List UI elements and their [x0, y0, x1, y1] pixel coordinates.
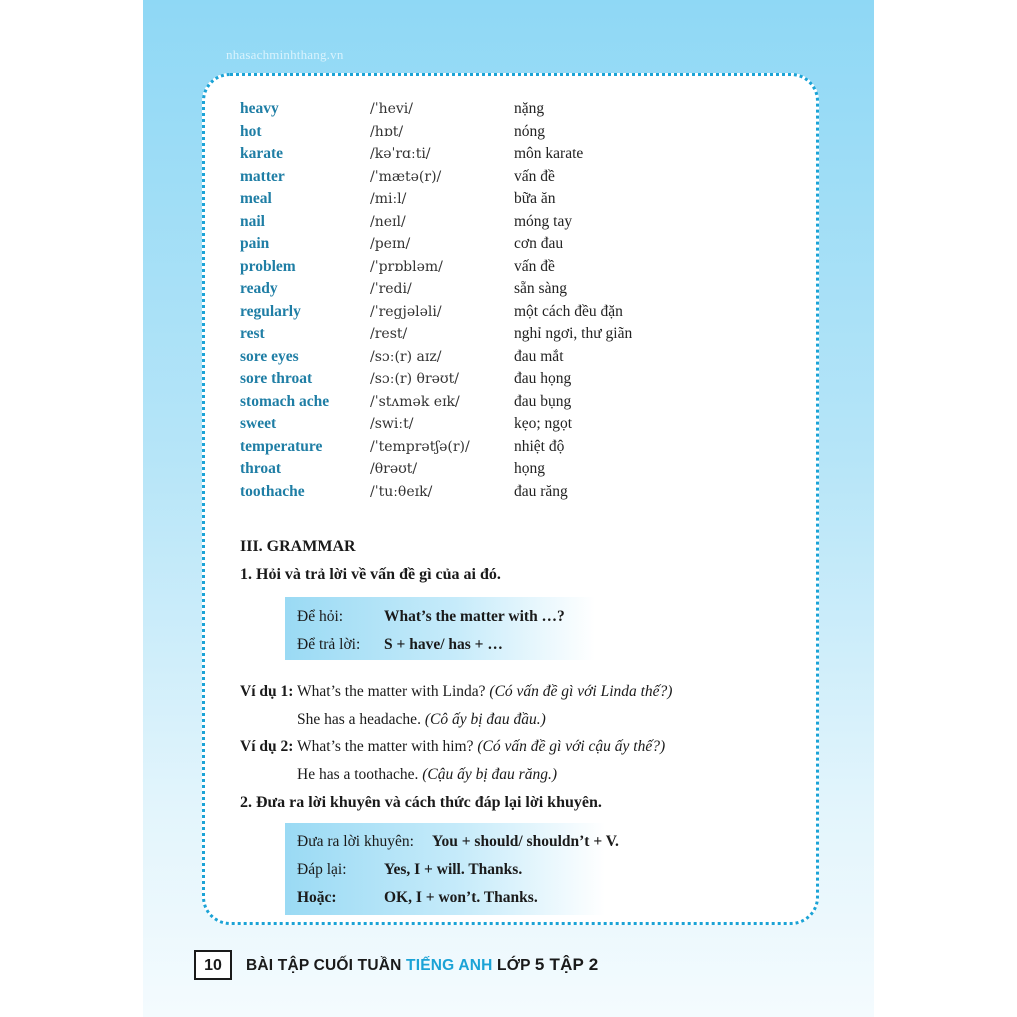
- vocab-meaning: đau bụng: [514, 392, 572, 410]
- vocab-ipa: /ˈmætə(r)/: [370, 168, 442, 185]
- vocab-ipa: /miːl/: [370, 191, 407, 207]
- vocab-ipa: /neɪl/: [370, 213, 406, 230]
- vocab-meaning: vấn đề: [514, 257, 555, 275]
- example-1-question: [240, 683, 672, 701]
- vocab-ipa: /ˈhevi/: [370, 101, 413, 117]
- box2-reply-label: Đáp lại:: [297, 861, 347, 878]
- vocab-word: toothache: [240, 482, 305, 500]
- vocab-ipa: /peɪn/: [370, 236, 411, 252]
- example-1-question-text: What’s the matter with Linda?: [297, 683, 486, 700]
- example-1-question-translation: (Có vấn đề gì với Linda thế?): [489, 683, 673, 700]
- vocab-ipa: /ˈtuːθeɪk/: [370, 483, 433, 500]
- structure-box-1: [285, 597, 595, 660]
- vocab-word: heavy: [240, 100, 279, 117]
- vocab-word: stomach ache: [240, 392, 330, 410]
- vocab-ipa: /ˈregjələli/: [370, 303, 442, 320]
- box1-answer-label: Để trả lời:: [297, 636, 361, 653]
- vocab-ipa: /ˈredi/: [370, 281, 412, 297]
- example-2-answer-translation: (Cậu ấy bị đau răng.): [422, 766, 558, 783]
- vocab-row: [240, 391, 800, 414]
- vocab-meaning: nóng: [514, 122, 545, 140]
- vocab-word: problem: [240, 257, 296, 275]
- vocab-word: sweet: [240, 415, 277, 432]
- vocab-word: ready: [240, 280, 278, 297]
- vocab-row: [240, 323, 800, 346]
- example-2-question-text: What’s the matter with him?: [297, 738, 474, 755]
- box1-ask-label: Để hỏi:: [297, 608, 344, 625]
- vocab-row: [240, 233, 800, 256]
- vocab-ipa: /ˈstʌmək eɪk/: [370, 393, 460, 410]
- grammar-section-title: III. GRAMMAR: [240, 538, 356, 555]
- vocab-meaning: nặng: [514, 100, 545, 117]
- box2-or-label: Hoặc:: [297, 889, 337, 906]
- vocab-meaning: môn karate: [514, 145, 584, 162]
- footer-part-3: LỚP: [492, 957, 535, 974]
- vocab-row: [240, 436, 800, 459]
- vocab-word: temperature: [240, 437, 323, 455]
- grammar-subtitle-1: 1. Hỏi và trả lời về vấn đề gì của ai đó.: [240, 566, 501, 583]
- box2-reply-value: Yes, I + will. Thanks.: [384, 861, 523, 878]
- vocab-ipa: /ˈprɒbləm/: [370, 258, 443, 275]
- vocab-row: [240, 301, 800, 324]
- vocab-word: hot: [240, 122, 262, 140]
- vocab-word: sore throat: [240, 370, 313, 387]
- vocab-meaning: đau răng: [514, 482, 568, 500]
- vocab-meaning: họng: [514, 460, 545, 477]
- box2-or-value: OK, I + won’t. Thanks.: [384, 889, 538, 906]
- vocab-ipa: /rest/: [370, 326, 408, 342]
- vocab-meaning: một cách đều đặn: [514, 302, 623, 320]
- vocab-row: [240, 166, 800, 189]
- vocab-meaning: bữa ăn: [514, 190, 556, 207]
- vocab-row: [240, 368, 800, 391]
- vocab-ipa: /kəˈrɑːti/: [370, 146, 431, 162]
- example-2-answer-text: He has a toothache.: [297, 766, 419, 783]
- vocab-row: [240, 188, 800, 211]
- page-number: 10: [194, 950, 232, 980]
- vocab-ipa: /hɒt/: [370, 123, 404, 140]
- example-1-answer-translation: (Cô ấy bị đau đầu.): [424, 711, 546, 728]
- vocab-row: [240, 121, 800, 144]
- grammar-subtitle-2: 2. Đưa ra lời khuyên và cách thức đáp lại lời khuyên.: [240, 794, 602, 811]
- vocab-word: nail: [240, 212, 265, 230]
- structure-box-2: [285, 823, 619, 915]
- vocab-row: [240, 278, 800, 301]
- vocab-word: rest: [240, 325, 265, 342]
- vocab-meaning: sẵn sàng: [514, 280, 567, 297]
- vocab-word: throat: [240, 460, 282, 477]
- example-2-question-translation: (Có vấn đề gì với cậu ấy thế?): [477, 738, 666, 755]
- footer-part-1: BÀI TẬP CUỐI TUẦN: [246, 957, 407, 974]
- vocab-word: meal: [240, 190, 272, 207]
- site-watermark: nhasachminhthang.vn: [226, 47, 344, 62]
- vocab-ipa: /ˈtemprətʃə(r)/: [370, 438, 470, 455]
- example-1-answer: [297, 711, 546, 729]
- vocab-row: [240, 256, 800, 279]
- example-2-label: Ví dụ 2:: [240, 738, 294, 755]
- vocab-word: pain: [240, 235, 270, 252]
- vocab-row: [240, 98, 800, 121]
- footer-part-4: 5 TẬP 2: [534, 955, 599, 974]
- vocab-row: [240, 346, 800, 369]
- vocab-ipa: /sɔː(r) aɪz/: [370, 348, 442, 365]
- footer-book-title: [246, 955, 598, 975]
- box1-ask-value: What’s the matter with …?: [384, 608, 565, 625]
- vocab-meaning: đau họng: [514, 370, 572, 387]
- example-1-label: Ví dụ 1:: [240, 683, 294, 700]
- footer-part-2: TIẾNG ANH: [406, 957, 493, 974]
- box2-advice-value: You + should/ shouldn’t + V.: [432, 833, 619, 850]
- vocab-meaning: nhiệt độ: [514, 437, 565, 455]
- vocab-word: matter: [240, 167, 285, 185]
- vocab-ipa: /swiːt/: [370, 416, 414, 432]
- vocab-ipa: /θrəʊt/: [370, 461, 418, 477]
- vocab-ipa: /sɔː(r) θrəʊt/: [370, 371, 459, 387]
- vocab-word: karate: [240, 145, 284, 162]
- vocabulary-list: [240, 98, 800, 503]
- example-1-answer-text: She has a headache.: [297, 711, 421, 728]
- vocab-word: regularly: [240, 302, 301, 320]
- vocab-meaning: cơn đau: [514, 235, 564, 252]
- vocab-row: [240, 481, 800, 504]
- vocab-word: sore eyes: [240, 347, 299, 365]
- vocab-meaning: vấn đề: [514, 167, 555, 185]
- box2-advice-label: Đưa ra lời khuyên:: [297, 833, 414, 850]
- vocab-meaning: kẹo; ngọt: [514, 415, 573, 432]
- example-2-question: [240, 738, 665, 756]
- vocab-meaning: đau mắt: [514, 347, 564, 365]
- vocab-row: [240, 211, 800, 234]
- vocab-meaning: móng tay: [514, 212, 573, 230]
- vocab-row: [240, 458, 800, 481]
- box1-answer-value: S + have/ has + …: [384, 636, 503, 653]
- vocab-row: [240, 143, 800, 166]
- vocab-row: [240, 413, 800, 436]
- vocab-meaning: nghỉ ngơi, thư giãn: [514, 325, 633, 342]
- example-2-answer: [297, 766, 557, 784]
